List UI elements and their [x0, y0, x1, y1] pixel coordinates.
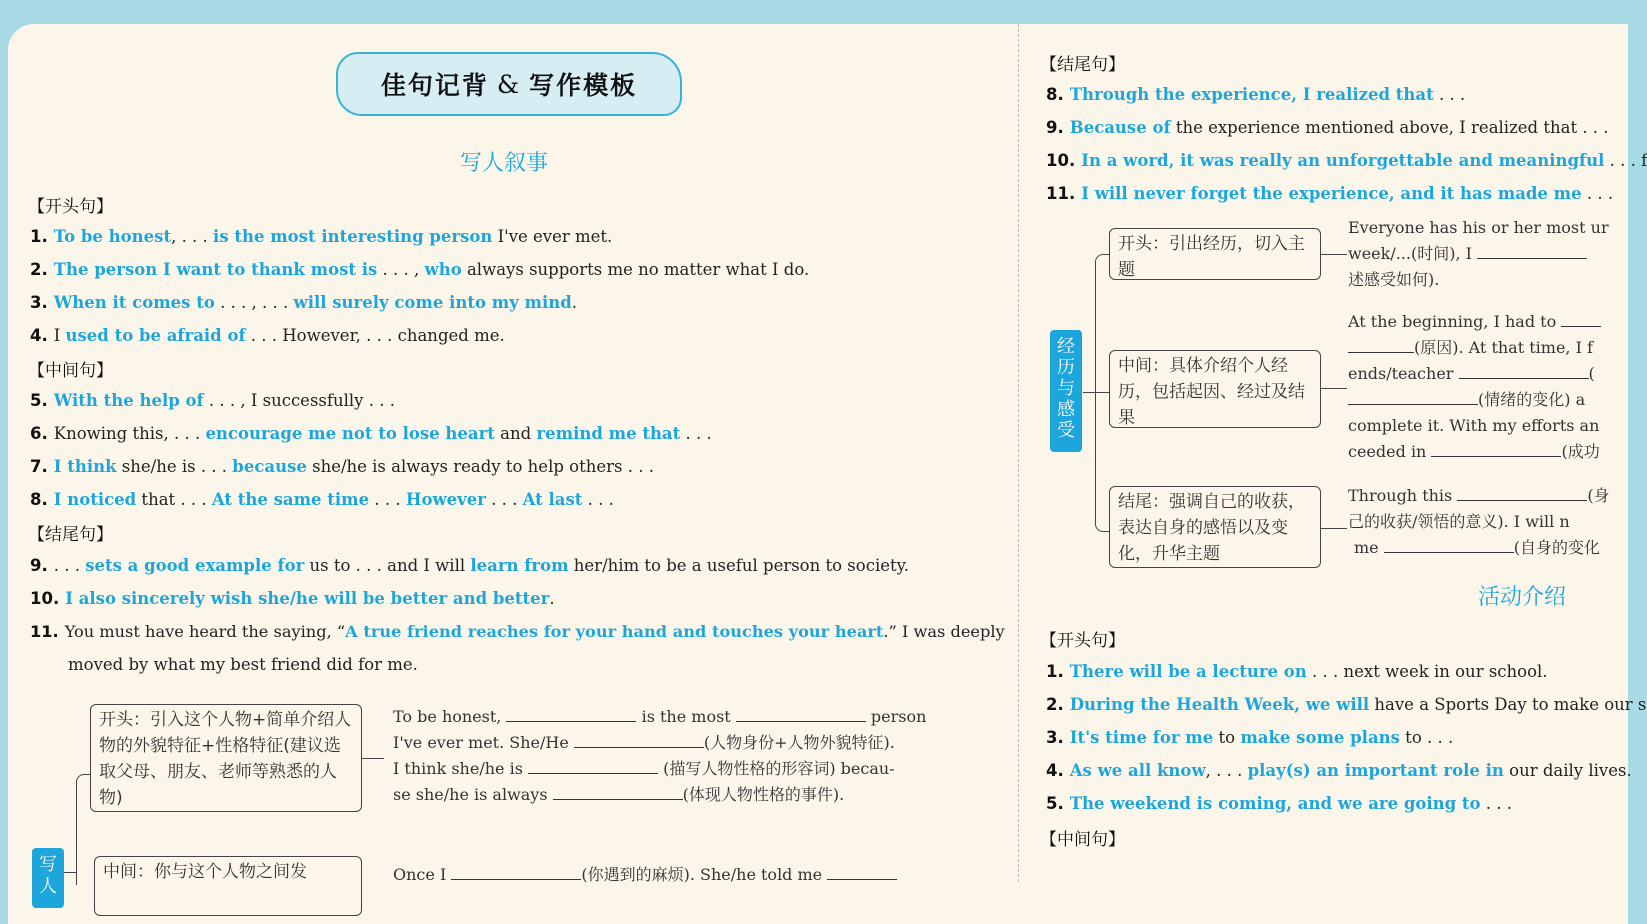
map-connector	[1095, 254, 1110, 532]
map-connector	[1321, 254, 1347, 255]
map-box-opening: 开头：引入这个人物+简单介绍人物的外貌特征+性格特征(建议选取父母、朋友、老师等熟悉的人物)	[90, 704, 362, 812]
heading-middle-sentences: 【中间句】	[28, 361, 113, 381]
section-title-people: 写人叙事	[460, 151, 549, 176]
sentence-6: 6. Knowing this, . . . encourage me not to lose heart and remind me that . . .	[30, 424, 712, 443]
template-line-5: Once I (你遇到的麻烦). She/he told me	[393, 862, 897, 888]
sentence-3: 3. When it comes to . . . , . . . will surely come into my mind.	[30, 293, 578, 312]
map-tag-people: 写人	[32, 848, 64, 908]
experience-line-6: ends/teacher (	[1348, 364, 1595, 383]
map-connector	[362, 758, 384, 759]
map-box-experience-middle: 中间：具体介绍个人经历，包括起因、经过及结果	[1109, 350, 1321, 428]
experience-line-5: (原因). At that time, I f	[1348, 335, 1593, 361]
map-connector	[64, 872, 76, 873]
template-line-4: se she/he is always (体现人物性格的事件).	[393, 785, 845, 804]
heading-middle-sentences-right: 【中间句】	[1040, 830, 1125, 850]
sentence-5: 5. With the help of . . . , I successfully . . .	[30, 391, 395, 410]
activity-sentence-3: 3. It's time for me to make some plans to . . .	[1046, 728, 1454, 747]
sentence-11-right: 11. I will never forget the experience, and it has made me . . .	[1046, 184, 1614, 203]
template-line-3: I think she/he is (描写人物性格的形容词) becau-	[393, 759, 895, 778]
experience-line-11: 己的收获/领悟的意义). I will n	[1348, 512, 1570, 531]
experience-line-2: week/...(时间), I	[1348, 241, 1587, 267]
heading-opening-sentences: 【开头句】	[28, 197, 113, 217]
section-title-activities: 活动介绍	[1478, 585, 1567, 610]
template-line-1: To be honest, is the most person	[393, 707, 927, 726]
map-tag-experience: 经历与感受	[1050, 330, 1082, 452]
activity-sentence-2: 2. During the Health Week, we will have a Sports Day to make our s	[1046, 695, 1647, 714]
activity-sentence-1: 1. There will be a lecture on . . . next week in our school.	[1046, 662, 1548, 681]
experience-line-4: At the beginning, I had to	[1348, 309, 1601, 335]
experience-line-10: Through this (身	[1348, 486, 1610, 505]
activity-sentence-4: 4. As we all know, . . . play(s) an important role in our daily lives.	[1046, 761, 1632, 780]
template-line-2: I've ever met. She/He (人物身份+人物外貌特征).	[393, 733, 895, 752]
map-connector	[1321, 388, 1347, 389]
map-box-middle: 中间：你与这个人物之间发	[94, 856, 362, 916]
sentence-9-right: 9. Because of the experience mentioned above, I realized that . . .	[1046, 118, 1609, 137]
sentence-7: 7. I think she/he is . . . because she/he is always ready to help others . . .	[30, 457, 654, 476]
activity-sentence-5: 5. The weekend is coming, and we are going to . . .	[1046, 794, 1513, 813]
heading-ending-sentences: 【结尾句】	[28, 525, 113, 545]
sentence-1: 1. To be honest, . . . is the most interesting person I've ever met.	[30, 227, 613, 246]
experience-line-12: me (自身的变化	[1354, 538, 1600, 557]
map-box-experience-ending: 结尾：强调自己的收获，表达自身的感悟以及变化，升华主题	[1109, 486, 1321, 568]
banner-ampersand: &	[496, 69, 522, 99]
banner-part2: 写作模板	[529, 71, 638, 100]
sentence-2: 2. The person I want to thank most is . . . , who always supports me no matter what I do.	[30, 260, 810, 279]
experience-line-3: 述感受如何).	[1348, 270, 1440, 289]
sentence-11: 11. You must have heard the saying, “A true friend reaches for your hand and touches your heart.” I was deeply	[30, 622, 1005, 641]
experience-line-9: ceeded in (成功	[1348, 442, 1600, 461]
sentence-10: 10. I also sincerely wish she/he will be better and better.	[30, 589, 555, 608]
column-divider	[1018, 24, 1019, 882]
sentence-8-right: 8. Through the experience, I realized that . . .	[1046, 85, 1466, 104]
sentence-10-right: 10. In a word, it was really an unforgettable and meaningful . . . f	[1046, 151, 1647, 170]
map-connector	[1083, 392, 1095, 393]
sentence-4: 4. I used to be afraid of . . . However, . . . changed me.	[30, 326, 505, 345]
banner-part1: 佳句记背	[380, 71, 489, 100]
map-connector	[1095, 392, 1109, 393]
sentence-9: 9. . . . sets a good example for us to . . . and I will learn from her/him to be a useful person to society.	[30, 556, 909, 575]
heading-ending-sentences-right: 【结尾句】	[1040, 55, 1125, 75]
experience-line-1: Everyone has his or her most ur	[1348, 218, 1609, 237]
sentence-11-continued: moved by what my best friend did for me.	[68, 655, 418, 674]
experience-line-8: complete it. With my efforts an	[1348, 416, 1600, 435]
heading-opening-sentences-right: 【开头句】	[1040, 631, 1125, 651]
map-box-experience-opening: 开头：引出经历，切入主题	[1109, 228, 1321, 280]
page-banner	[336, 52, 682, 116]
experience-line-7: (情绪的变化) a	[1348, 387, 1585, 413]
map-connector	[1321, 528, 1347, 529]
sentence-8: 8. I noticed that . . . At the same time . . . However . . . At last . . .	[30, 490, 614, 509]
